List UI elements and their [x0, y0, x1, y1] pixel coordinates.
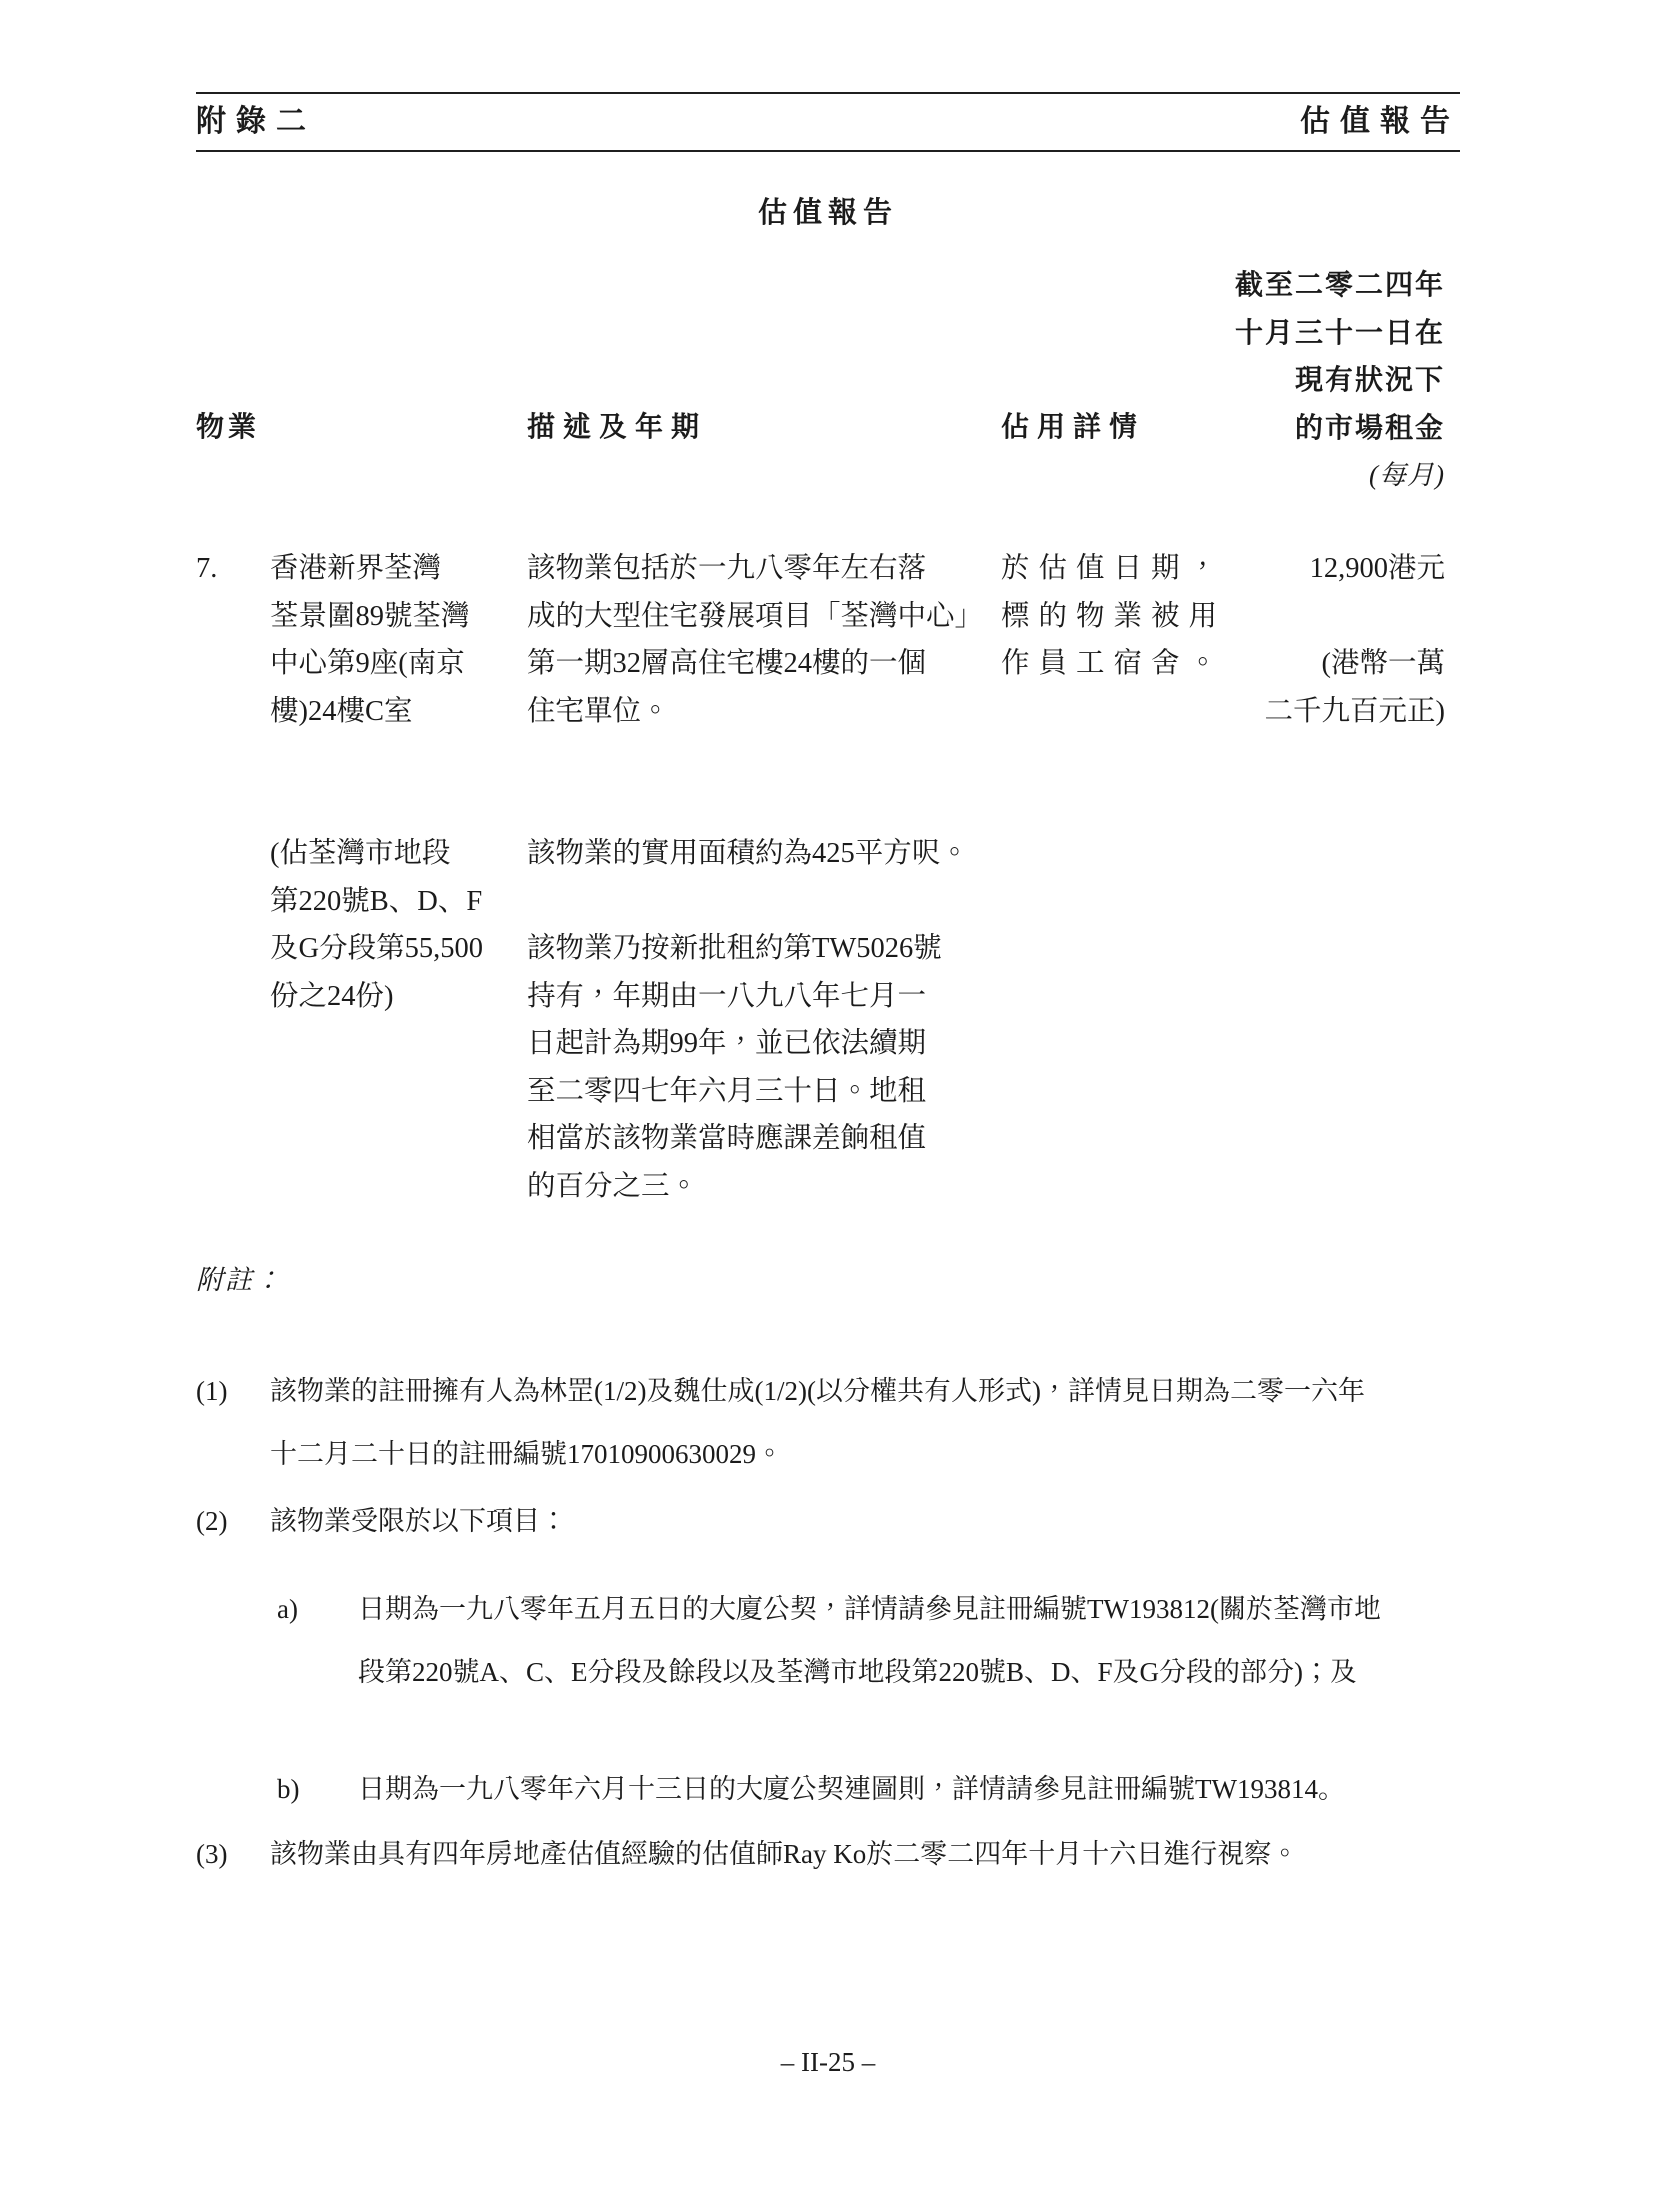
cell-description: 該物業包括於一九八零年左右落 成的大型住宅發展項目「荃灣中心」 第一期32層高住宅樓24樓的一個 住宅單位。 該物業的實用面積約為425平方呎。 該物業乃按新批租約第TW5026號 持有，年期由一八九八年七月一 日起計為期99年，並已依法續期 至二零四七年六月三十日。地租 相當於該物業當時應課差餉租值 的百分之三。 — [527, 553, 984, 1202]
note-1-text: 該物業的註冊擁有人為林罡(1/2)及魏仕成(1/2)(以分權共有人形式)，詳情見日期為二零一六年 十二月二十日的註冊編號17010900630029。 — [270, 1376, 1365, 1469]
notes-heading: 附註： — [196, 1265, 283, 1295]
note-2-text: 該物業受限於以下項目： — [270, 1506, 567, 1536]
note-2b-text: 日期為一九八零年六月十三日的大廈公契連圖則，詳情請參見註冊編號TW193814。 — [358, 1774, 1345, 1804]
cell-rent: 12,900港元 (港幣一萬 二千九百元正) — [1264, 553, 1445, 727]
rent-header-lines: 截至二零二四年 十月三十一日在 現有狀況下 的市場租金 — [1234, 270, 1445, 444]
column-header-description: 描述及年期 — [527, 412, 708, 443]
note-1-label: (1) — [196, 1376, 228, 1406]
running-header-appendix: 附錄二 — [196, 105, 316, 138]
note-3-text: 該物業由具有四年房地產估值經驗的估值師Ray Ko於二零二四年十月十六日進行視察。 — [270, 1839, 1299, 1869]
rent-header-period: (每月) — [1369, 460, 1445, 490]
note-2a-text: 日期為一九八零年五月五日的大廈公契，詳情請參見註冊編號TW193812(關於荃灣市地 段第220號A、C、E分段及餘段以及荃灣市地段第220號B、D、F及G分段的部分)；及 — [358, 1594, 1381, 1687]
row-number: 7. — [196, 553, 218, 584]
note-2a-label: a) — [277, 1594, 298, 1624]
note-2b-label: b) — [277, 1774, 300, 1804]
page-title: 估值報告 — [757, 197, 898, 229]
note-3-label: (3) — [196, 1839, 228, 1869]
page-number: – II-25 – — [780, 2047, 876, 2077]
header-rule-bottom — [196, 150, 1460, 152]
column-header-occupancy: 佔用詳情 — [1001, 412, 1146, 443]
running-header — [196, 99, 1460, 145]
column-header-rent — [1000, 262, 1445, 500]
cell-property: 香港新界荃灣 荃景圍89號荃灣 中心第9座(南京 樓)24樓C室 (佔荃灣市地段 第220號B、D、F 及G分段第55,500 份之24份) — [270, 553, 483, 1012]
column-header-property: 物業 — [196, 412, 261, 443]
note-2-label: (2) — [196, 1506, 228, 1536]
running-header-section: 估值報告 — [1300, 105, 1460, 138]
header-rule-top — [196, 92, 1460, 94]
cell-occupancy: 於估值日期， 標的物業被用 作員工宿舍。 — [1001, 553, 1227, 679]
